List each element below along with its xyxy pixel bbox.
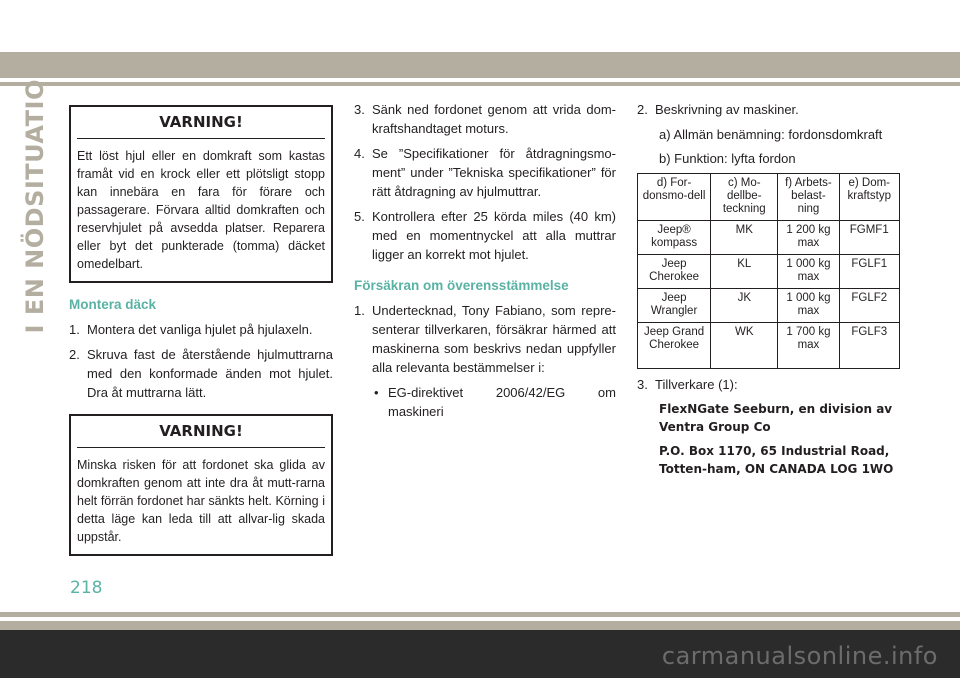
table-row xyxy=(638,323,900,369)
warning-title-2: VARNING! xyxy=(77,416,325,448)
table-cell: WK xyxy=(711,323,778,369)
table-cell: 1 000 kg max xyxy=(778,289,839,323)
column-1 xyxy=(69,100,333,556)
table-row xyxy=(638,255,900,289)
list-item-text: Kontrollera efter 25 körda miles (40 km) med en momentnyckel att alla muttrar ligger an korrekt mot hjulet. xyxy=(372,209,616,262)
list-item-text: Tillverkare (1): xyxy=(655,377,738,392)
bullet-icon: • xyxy=(374,385,379,400)
bullet-item xyxy=(354,383,616,421)
list-item-number: 4. xyxy=(354,146,365,161)
table-row xyxy=(638,221,900,255)
warning-body-1: Ett löst hjul eller en domkraft som kastas framåt vid en krock eller ett plötsligt stopp kan innebära en fara för förare och passagerare. Förvara alltid domkraften och reservhjulet på avsedda platser. Reparera eller byt det punkterade (tomma) däcket omedelbart. xyxy=(77,149,325,271)
list-item-text: Skruva fast de återstående hjulmuttrarna med den konformade änden mot hjulet. Dra åt muttrarna lätt. xyxy=(87,347,333,400)
watermark-text: carmanualsonline.info xyxy=(661,642,938,670)
manufacturer-name: FlexNGate Seeburn, en division av Ventra Group Co xyxy=(659,402,893,434)
table-header-row xyxy=(638,174,900,221)
bullet-text: EG-direktivet 2006/42/EG om maskineri xyxy=(388,385,616,419)
list-item xyxy=(354,301,616,377)
table-header-cell: f) Arbets-belast-ning xyxy=(778,174,839,221)
table-cell: 1 700 kg max xyxy=(778,323,839,369)
footer-band xyxy=(0,621,960,630)
list-item xyxy=(354,207,616,264)
list-item-number: 1. xyxy=(354,303,365,318)
list-item xyxy=(637,100,903,119)
table-cell: Jeep Cherokee xyxy=(638,255,711,289)
list-item-number: 3. xyxy=(637,377,648,392)
table-cell: Jeep® kompass xyxy=(638,221,711,255)
table-cell: Jeep Wrangler xyxy=(638,289,711,323)
list-item-text: Montera det vanliga hjulet på hjulaxeln. xyxy=(87,322,313,337)
warning-body-2: Minska risken för att fordonet ska glida av domkraften genom att inte dra åt mutt-rarna helt förrän fordonet har sänkts helt. Körning i detta läge kan leda till att allvar-lig skada uppstår. xyxy=(77,458,325,544)
footer-rule xyxy=(0,612,960,617)
table-header-cell: d) For-donsmo-dell xyxy=(638,174,711,221)
header-band xyxy=(0,52,960,78)
list-item-number: 1. xyxy=(69,322,80,337)
table-cell: 1 000 kg max xyxy=(778,255,839,289)
table-cell: Jeep Grand Cherokee xyxy=(638,323,711,369)
list-item xyxy=(354,144,616,201)
list-item-number: 5. xyxy=(354,209,365,224)
list-item-number: 2. xyxy=(637,102,648,117)
table-cell: KL xyxy=(711,255,778,289)
section-side-tab-label: I EN NÖDSITUATION xyxy=(21,58,49,334)
page-number: 218 xyxy=(70,578,103,598)
table-cell: JK xyxy=(711,289,778,323)
manufacturer-address: P.O. Box 1170, 65 Industrial Road, Totten-ham, ON CANADA LOG 1WO xyxy=(659,444,894,476)
column-3 xyxy=(637,100,903,484)
sub-item-general-name: a) Allmän benämning: fordonsdomkraft xyxy=(659,127,883,142)
table-cell: FGLF1 xyxy=(839,255,900,289)
table-row xyxy=(638,289,900,323)
table-cell: MK xyxy=(711,221,778,255)
warning-box-2 xyxy=(69,414,333,556)
table-cell: FGLF2 xyxy=(839,289,900,323)
jack-spec-table xyxy=(637,173,900,369)
list-item-number: 2. xyxy=(69,347,80,362)
list-item-text: Beskrivning av maskiner. xyxy=(655,102,799,117)
section-side-tab xyxy=(18,58,52,334)
column-2 xyxy=(354,100,616,425)
list-item xyxy=(69,320,333,339)
list-item xyxy=(637,375,903,394)
section-heading-conformity: Försäkran om överensstämmelse xyxy=(354,278,569,293)
table-cell: FGLF3 xyxy=(839,323,900,369)
list-item-text: Undertecknad, Tony Fabiano, som repre-senterar tillverkaren, försäkrar härmed att maskinerna som beskrivs nedan uppfyller alla relevanta bestämmelser i: xyxy=(372,303,616,375)
table-header-cell: c) Mo-dellbe-teckning xyxy=(711,174,778,221)
list-item xyxy=(69,345,333,402)
sub-item-function: b) Funktion: lyfta fordon xyxy=(659,151,796,166)
table-cell: FGMF1 xyxy=(839,221,900,255)
warning-box-1 xyxy=(69,105,333,283)
list-item-text: Se ”Specifikationer för åtdragningsmo-ment” under ”Tekniska specifikationer” för rätt åtdragning av hjulmuttrar. xyxy=(372,146,616,199)
warning-title-1: VARNING! xyxy=(77,107,325,139)
table-cell: 1 200 kg max xyxy=(778,221,839,255)
header-rule xyxy=(0,82,960,86)
list-item-number: 3. xyxy=(354,102,365,117)
list-item xyxy=(354,100,616,138)
list-item-text: Sänk ned fordonet genom att vrida dom-kraftshandtaget moturs. xyxy=(372,102,616,136)
section-heading-mount-tire: Montera däck xyxy=(69,297,157,312)
table-header-cell: e) Dom-kraftstyp xyxy=(839,174,900,221)
